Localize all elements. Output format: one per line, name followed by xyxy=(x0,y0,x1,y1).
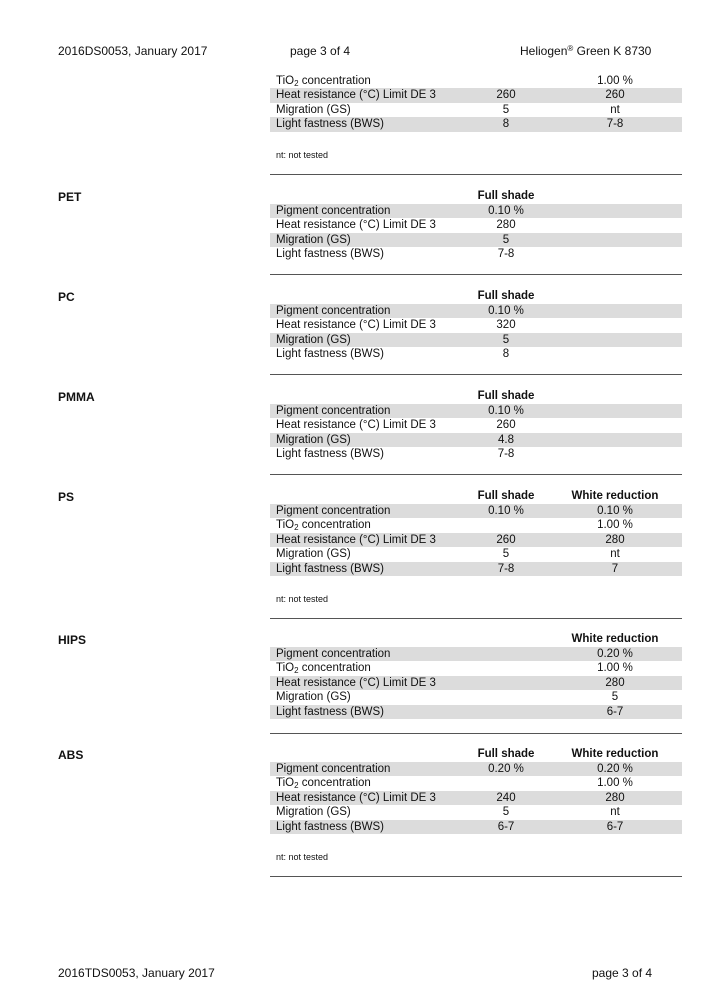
cell-full-shade: 0.10 % xyxy=(488,505,524,517)
table-row-migration xyxy=(270,547,682,561)
section-label-ps: PS xyxy=(58,490,75,504)
cell-full-shade: 280 xyxy=(496,219,516,232)
table-row-heat xyxy=(270,318,682,332)
row-label: Light fastness (BWS) xyxy=(276,118,385,131)
col-header-full-shade: Full shade xyxy=(477,390,535,402)
divider xyxy=(270,876,682,877)
row-label: Heat resistance (°C) Limit DE 3 xyxy=(276,533,436,546)
table-row-light xyxy=(270,347,682,361)
row-label: Migration (GS) xyxy=(276,233,351,246)
cell-full-shade: 5 xyxy=(502,233,510,246)
cell-full-shade: 7-8 xyxy=(497,448,515,461)
row-label: Light fastness (BWS) xyxy=(276,348,385,361)
table-row-pigment xyxy=(270,647,682,661)
table-row-pigment xyxy=(270,504,682,518)
col-header-full-shade: Full shade xyxy=(477,490,535,502)
row-label: Migration (GS) xyxy=(276,691,351,704)
cell-full-shade: 240 xyxy=(496,791,516,804)
cell-white-reduction: 1.00 % xyxy=(597,75,633,87)
cell-full-shade: 5 xyxy=(502,548,510,561)
row-label: Light fastness (BWS) xyxy=(276,820,385,833)
table-header xyxy=(270,748,682,762)
row-label: Light fastness (BWS) xyxy=(276,448,385,461)
table-row-heat xyxy=(270,88,682,102)
divider xyxy=(270,374,682,375)
row-label: Migration (GS) xyxy=(276,103,351,116)
cell-full-shade: 5 xyxy=(502,103,510,116)
table-continued xyxy=(270,74,682,132)
registered-mark: ® xyxy=(567,44,574,53)
cell-full-shade: 260 xyxy=(496,89,516,102)
cell-white-reduction: 5 xyxy=(611,691,619,704)
table-row-heat xyxy=(270,676,682,690)
col-header-full-shade: Full shade xyxy=(477,748,535,760)
table-row-migration xyxy=(270,805,682,819)
table-row-heat xyxy=(270,218,682,232)
section-label-pmma: PMMA xyxy=(58,390,95,404)
cell-full-shade: 7-8 xyxy=(497,562,515,575)
row-label: Migration (GS) xyxy=(276,433,351,446)
header-page-number: page 3 of 4 xyxy=(290,44,351,58)
table-row-tio2 xyxy=(270,776,682,790)
footer-page-number: page 3 of 4 xyxy=(592,966,653,980)
table-row-migration xyxy=(270,103,682,117)
header-product-name xyxy=(520,44,651,58)
col-header-full-shade: Full shade xyxy=(477,190,535,202)
row-label: Heat resistance (°C) Limit DE 3 xyxy=(276,89,436,102)
table-row-light xyxy=(270,447,682,461)
cell-full-shade: 0.10 % xyxy=(488,305,524,317)
table-row-pigment xyxy=(270,404,682,418)
cell-white-reduction: 6-7 xyxy=(606,820,624,833)
table-abs xyxy=(270,748,682,834)
cell-white-reduction: 1.00 % xyxy=(597,662,633,675)
cell-white-reduction: 0.20 % xyxy=(597,763,633,775)
table-row-pigment xyxy=(270,762,682,776)
table-ps xyxy=(270,490,682,576)
table-row-pigment xyxy=(270,304,682,318)
table-header xyxy=(270,390,682,404)
table-row-heat xyxy=(270,791,682,805)
cell-full-shade: 5 xyxy=(502,333,510,346)
row-label: Heat resistance (°C) Limit DE 3 xyxy=(276,319,436,332)
row-label: Migration (GS) xyxy=(276,333,351,346)
table-hips xyxy=(270,633,682,719)
section-label-hips: HIPS xyxy=(58,633,87,647)
row-label: Light fastness (BWS) xyxy=(276,562,385,575)
table-row-tio2 xyxy=(270,518,682,532)
table-row-heat xyxy=(270,418,682,432)
cell-full-shade: 8 xyxy=(502,118,510,131)
table-row-light xyxy=(270,705,682,719)
table-row-light xyxy=(270,247,682,261)
section-label-pc: PC xyxy=(58,290,75,304)
cell-full-shade: 7-8 xyxy=(497,248,515,261)
cell-white-reduction: 280 xyxy=(605,676,625,689)
cell-full-shade: 8 xyxy=(502,348,510,361)
section-label-abs: ABS xyxy=(58,748,84,762)
row-label: TiO$_2$ concentration xyxy=(276,662,371,676)
divider xyxy=(270,274,682,275)
note-not-tested: nt: not tested xyxy=(276,594,329,604)
cell-white-reduction: 0.10 % xyxy=(597,505,633,517)
col-header-white-reduction: White reduction xyxy=(571,490,659,502)
product-name: Heliogen xyxy=(520,44,568,58)
row-label: TiO$_2$ concentration xyxy=(276,75,371,88)
table-header xyxy=(270,190,682,204)
cell-full-shade: 0.10 % xyxy=(488,405,524,417)
table-pc xyxy=(270,290,682,362)
row-label: Pigment concentration xyxy=(276,405,391,417)
table-row-light xyxy=(270,562,682,576)
table-row-tio2 xyxy=(270,74,682,88)
product-code: Green K 8730 xyxy=(573,44,652,58)
cell-white-reduction: 1.00 % xyxy=(597,777,633,790)
cell-full-shade: 5 xyxy=(502,806,510,819)
row-label: TiO$_2$ concentration xyxy=(276,777,371,791)
cell-white-reduction: 1.00 % xyxy=(597,519,633,532)
table-row-migration xyxy=(270,233,682,247)
divider xyxy=(270,174,682,175)
table-row-pigment xyxy=(270,204,682,218)
cell-white-reduction: 280 xyxy=(605,791,625,804)
row-label: Light fastness (BWS) xyxy=(276,248,385,261)
table-row-migration xyxy=(270,433,682,447)
table-row-tio2 xyxy=(270,661,682,675)
table-row-migration xyxy=(270,690,682,704)
table-row-heat xyxy=(270,533,682,547)
row-label: Pigment concentration xyxy=(276,763,391,775)
cell-white-reduction: 7 xyxy=(611,562,619,575)
table-header xyxy=(270,633,682,647)
divider xyxy=(270,618,682,619)
footer-doc-ref: 2016TDS0053, January 2017 xyxy=(58,966,215,980)
note-not-tested: nt: not tested xyxy=(276,150,329,160)
table-row-light xyxy=(270,117,682,131)
section-label-pet: PET xyxy=(58,190,82,204)
row-label: Pigment concentration xyxy=(276,505,391,517)
row-label: Heat resistance (°C) Limit DE 3 xyxy=(276,219,436,232)
cell-full-shade: 0.10 % xyxy=(488,205,524,217)
cell-white-reduction: 6-7 xyxy=(606,705,624,718)
row-label: Heat resistance (°C) Limit DE 3 xyxy=(276,791,436,804)
cell-white-reduction: nt xyxy=(610,548,620,561)
row-label: Migration (GS) xyxy=(276,548,351,561)
cell-full-shade: 320 xyxy=(496,319,516,332)
cell-white-reduction: nt xyxy=(610,103,620,116)
row-label: Light fastness (BWS) xyxy=(276,705,385,718)
row-label: Pigment concentration xyxy=(276,648,391,660)
row-label: TiO$_2$ concentration xyxy=(276,519,371,533)
cell-full-shade: 0.20 % xyxy=(488,763,524,775)
header-doc-ref: 2016DS0053, January 2017 xyxy=(58,44,208,58)
divider xyxy=(270,733,682,734)
row-label: Migration (GS) xyxy=(276,806,351,819)
table-pet xyxy=(270,190,682,262)
col-header-white-reduction: White reduction xyxy=(571,748,659,760)
cell-full-shade: 260 xyxy=(496,419,516,432)
row-label: Heat resistance (°C) Limit DE 3 xyxy=(276,419,436,432)
row-label: Pigment concentration xyxy=(276,305,391,317)
table-header xyxy=(270,490,682,504)
col-header-full-shade: Full shade xyxy=(477,290,535,302)
cell-full-shade: 6-7 xyxy=(497,820,515,833)
table-header xyxy=(270,290,682,304)
cell-white-reduction: 280 xyxy=(605,533,625,546)
row-label: Pigment concentration xyxy=(276,205,391,217)
table-row-migration xyxy=(270,333,682,347)
note-not-tested: nt: not tested xyxy=(276,852,329,862)
cell-white-reduction: 7-8 xyxy=(606,118,624,131)
cell-full-shade: 260 xyxy=(496,533,516,546)
col-header-white-reduction: White reduction xyxy=(571,633,659,645)
cell-white-reduction: 260 xyxy=(605,89,625,102)
table-row-light xyxy=(270,820,682,834)
cell-white-reduction: 0.20 % xyxy=(597,648,633,660)
divider xyxy=(270,474,682,475)
cell-white-reduction: nt xyxy=(610,806,620,819)
row-label: Heat resistance (°C) Limit DE 3 xyxy=(276,676,436,689)
table-pmma xyxy=(270,390,682,462)
cell-full-shade: 4.8 xyxy=(498,433,514,446)
